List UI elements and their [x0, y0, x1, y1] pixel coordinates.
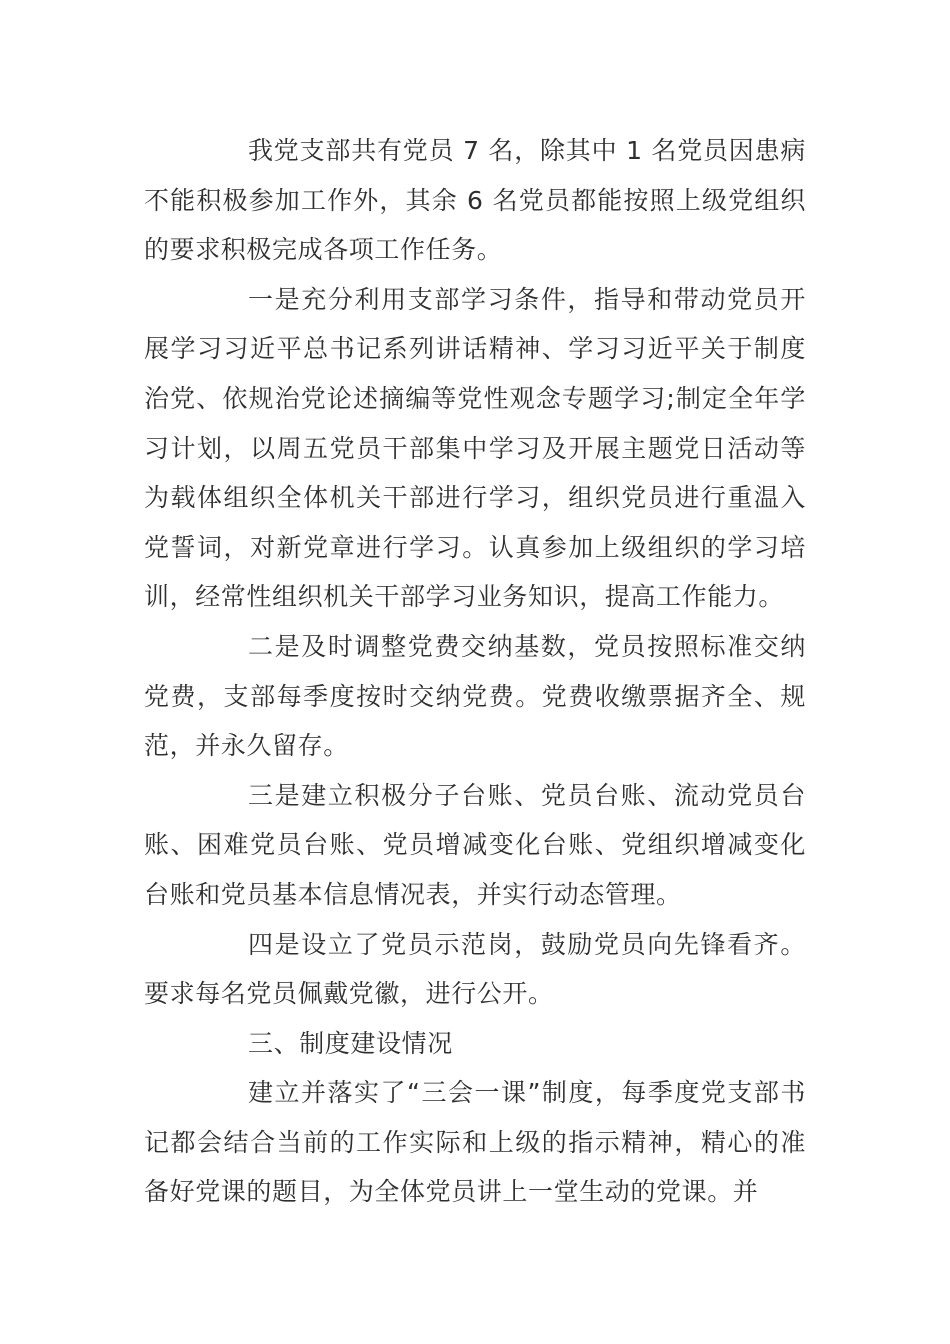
paragraph-ledgers: 三是建立积极分子台账、党员台账、流动党员台账、困难党员台账、党员增减变化台账、党组织增减变化台账和党员基本信息情况表，并实行动态管理。 — [144, 780, 806, 909]
paragraph-three-meetings: 建立并落实了“三会一课”制度，每季度党支部书记都会结合当前的工作实际和上级的指示精神，精心的准备好党课的题目，为全体党员讲上一堂生动的党课。并 — [144, 1078, 806, 1207]
paragraph-study: 一是充分利用支部学习条件，指导和带动党员开展学习习近平总书记系列讲话精神、学习习近平关于制度治党、依规治党论述摘编等党性观念专题学习;制定全年学习计划，以周五党员干部集中学习及开展主题党日活动等为载体组织全体机关干部进行学习，组织党员进行重温入党誓词，对新党章进行学习。认真参加上级组织的学习培训，经常性组织机关干部学习业务知识，提高工作能力。 — [144, 284, 806, 612]
section-heading-system-building: 三、制度建设情况 — [248, 1028, 453, 1058]
paragraph-membership: 我党支部共有党员 7 名，除其中 1 名党员因患病不能积极参加工作外，其余 6 名党员都能按照上级党组织的要求积极完成各项工作任务。 — [144, 136, 806, 265]
paragraph-party-dues: 二是及时调整党费交纳基数，党员按照标准交纳党费，支部每季度按时交纳党费。党费收缴票据齐全、规范，并永久留存。 — [144, 631, 806, 761]
paragraph-model-posts: 四是设立了党员示范岗，鼓励党员向先锋看齐。要求每名党员佩戴党徽，进行公开。 — [144, 929, 806, 1009]
document-page — [144, 126, 806, 1217]
